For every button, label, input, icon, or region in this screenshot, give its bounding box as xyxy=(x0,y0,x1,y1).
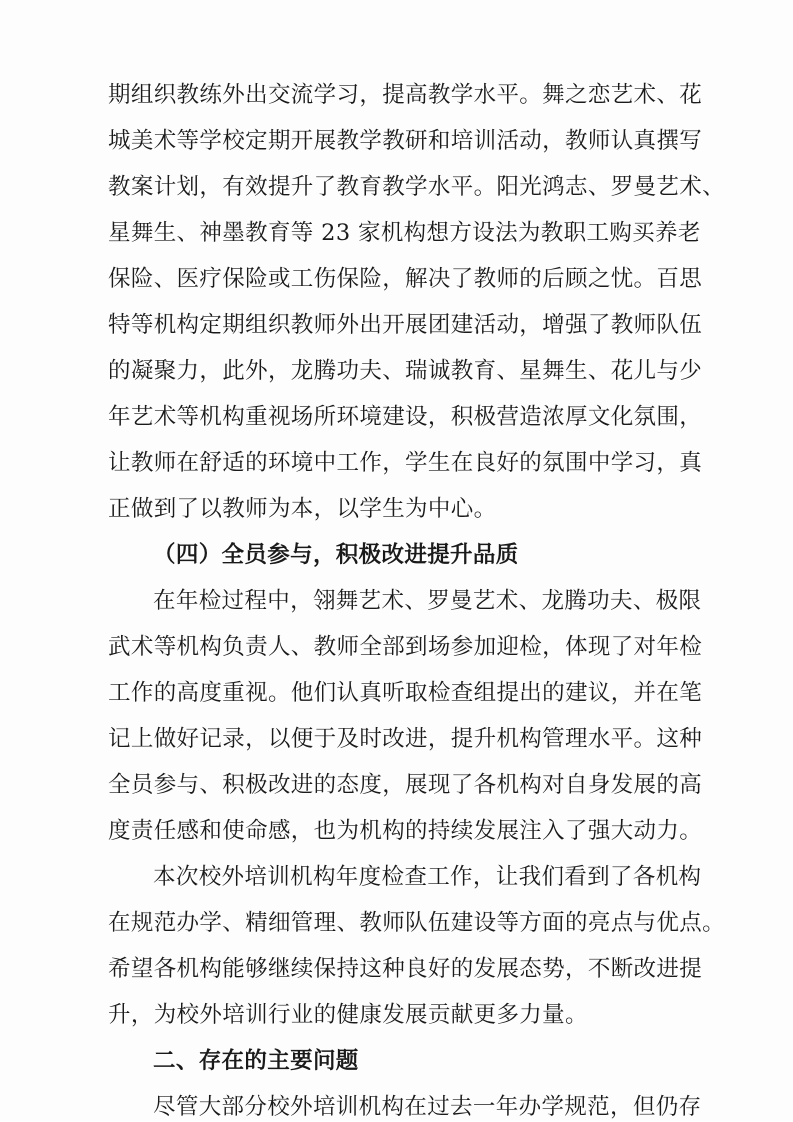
paragraph-line: 武术等机构负责人、教师全部到场参加迎检，体现了对年检 xyxy=(108,634,703,660)
paragraph-line: 升，为校外培训行业的健康发展贡献更多力量。 xyxy=(108,1002,588,1028)
paragraph-line: 记上做好记录，以便于及时改进，提升机构管理水平。这种 xyxy=(108,726,703,752)
paragraph-line: 城美术等学校定期开展教学教研和培训活动，教师认真撰写 xyxy=(108,128,703,154)
paragraph-line: 年艺术等机构重视场所环境建设，积极营造浓厚文化氛围， xyxy=(108,404,703,430)
paragraph-line: 尽管大部分校外培训机构在过去一年办学规范，但仍存 xyxy=(153,1094,702,1120)
paragraph-line: 度责任感和使命感，也为机构的持续发展注入了强大动力。 xyxy=(108,818,703,844)
paragraph-line: 让教师在舒适的环境中工作，学生在良好的氛围中学习，真 xyxy=(108,450,703,476)
paragraph-line: 期组织教练外出交流学习，提高教学水平。舞之恋艺术、花 xyxy=(108,82,703,108)
paragraph-line: 教案计划，有效提升了教育教学水平。阳光鸿志、罗曼艺术、 xyxy=(108,174,725,200)
paragraph-line: 本次校外培训机构年度检查工作，让我们看到了各机构 xyxy=(153,864,702,890)
paragraph-line: 的凝聚力，此外，龙腾功夫、瑞诚教育、星舞生、花儿与少 xyxy=(108,358,703,384)
paragraph-line: 在年检过程中，翎舞艺术、罗曼艺术、龙腾功夫、极限 xyxy=(153,588,702,614)
section-heading: 二、存在的主要问题 xyxy=(153,1048,359,1074)
paragraph-line: 星舞生、神墨教育等 23 家机构想方设法为教职工购买养老 xyxy=(108,220,701,246)
paragraph-line: 全员参与、积极改进的态度，展现了各机构对自身发展的高 xyxy=(108,772,703,798)
paragraph-line: 正做到了以教师为本，以学生为中心。 xyxy=(108,496,497,522)
paragraph-line: 在规范办学、精细管理、教师队伍建设等方面的亮点与优点。 xyxy=(108,910,725,936)
section-heading: （四）全员参与，积极改进提升品质 xyxy=(153,542,519,568)
paragraph-line: 工作的高度重视。他们认真听取检查组提出的建议，并在笔 xyxy=(108,680,703,706)
paragraph-line: 保险、医疗保险或工伤保险，解决了教师的后顾之忧。百思 xyxy=(108,266,703,292)
paragraph-line: 特等机构定期组织教师外出开展团建活动，增强了教师队伍 xyxy=(108,312,703,338)
paragraph-line: 希望各机构能够继续保持这种良好的发展态势，不断改进提 xyxy=(108,956,703,982)
